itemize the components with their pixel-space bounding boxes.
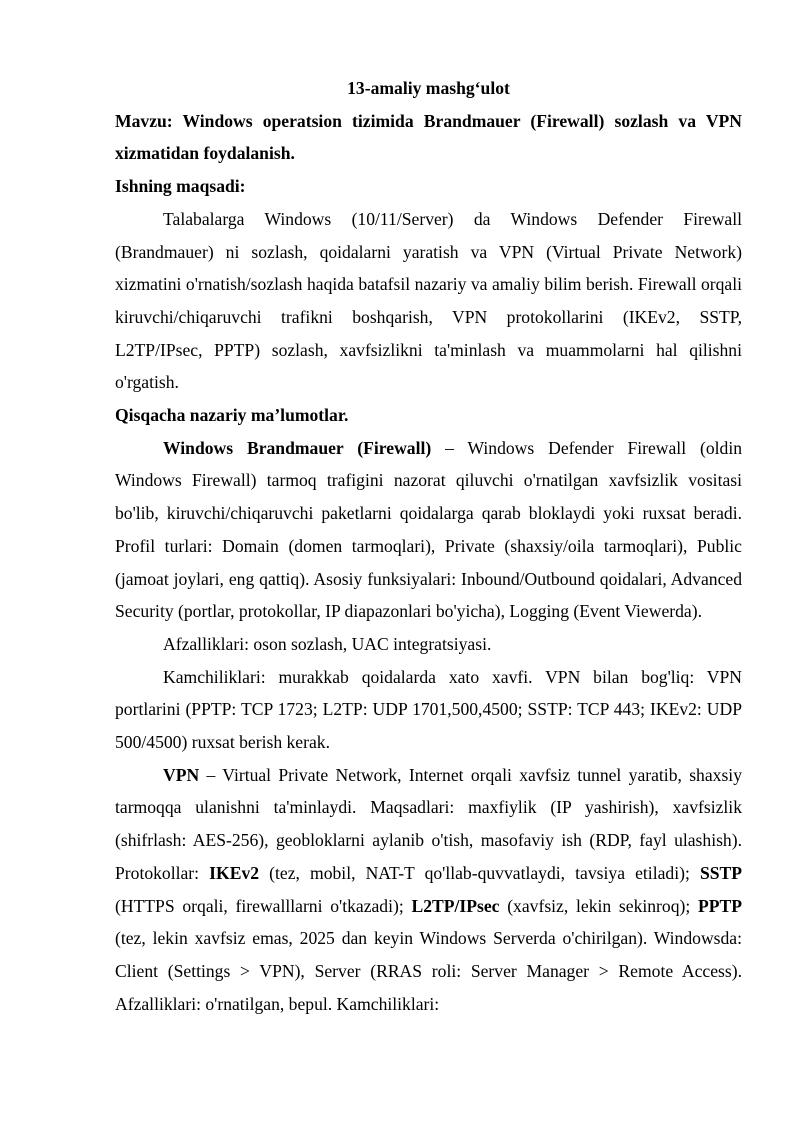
page-title: 13-amaliy mashg‘ulot: [347, 78, 510, 98]
firewall-text: – Windows Defender Firewall (oldin Windows Firewall) tarmoq trafigini nazorat qiluvchi o'rnatilgan xavfsizlik vositasi bo'lib, kiruvchi/chiqaruvchi paketlarni qoidalarga qarab bloklaydi yoki ruxsat beradi. Profil turlari: Domain (domen tarmoqlari), Private (shaxsiy/oila tarmoqlari), Public (jamoat joylari, eng qattiq). Asosiy funksiyalari: Inbound/Outbound qoidalari, Advanced Security (portlar, protokollar, IP diapazonlari bo'yicha), Logging (Event Viewerda).: [115, 437, 742, 622]
protocol-ikev2-desc: (tez, mobil, NAT-T qo'llab-quvvatlaydi, tavsiya etiladi);: [259, 862, 700, 883]
vpn-text: – Virtual Private Network, Internet orqali xavfsiz tunnel yaratib, shaxsiy tarmoqqa ulanishni ta'minlaydi. Maqsadlari: maxfiylik (IP yashirish), xavfsizlik (shifrlash: AES-256), geobloklarni aylanib o'tish, masofaviy ish (RDP, fayl ulashish). Protokollar:: [115, 764, 742, 883]
protocol-ikev2: IKEv2: [209, 862, 260, 883]
vpn-paragraph: [115, 759, 742, 1021]
document-body: [115, 72, 742, 1020]
protocol-sstp: SSTP: [699, 862, 743, 883]
protocol-pptp: PPTP: [698, 895, 742, 916]
protocol-sstp-desc: (HTTPS orqali, firewalllarni o'tkazadi);: [115, 895, 412, 916]
advantages-paragraph: Afzalliklari: oson sozlash, UAC integratsiyasi.: [163, 633, 492, 654]
topic-heading: Mavzu: Windows operatsion tizimida Brandmauer (Firewall) sozlash va VPN xizmatidan foydalanish.: [115, 110, 742, 164]
protocol-l2tp: L2TP/IPsec: [411, 895, 500, 916]
protocol-pptp-desc: (tez, lekin xavfsiz emas, 2025 dan keyin Windows Serverda o'chirilgan). Windowsda: Client (Settings > VPN), Server (RRAS roli: Server Manager > Remote Access). Afzalliklari: o'rnatilgan, bepul. Kamchiliklari:: [115, 928, 742, 1014]
firewall-term: Windows Brandmauer (Firewall): [163, 437, 432, 458]
disadvantages-paragraph: Kamchiliklari: murakkab qoidalarda xato xavfi. VPN bilan bog'liq: VPN portlarini (PPTP: TCP 1723; L2TP: UDP 1701,500,4500; SSTP: TCP 443; IKEv2: UDP 500/4500) ruxsat berish kerak.: [115, 666, 742, 753]
goal-heading: Ishning maqsadi:: [115, 176, 246, 197]
vpn-term: VPN: [163, 764, 200, 785]
protocol-l2tp-desc: (xavfsiz, lekin sekinroq);: [499, 895, 698, 916]
theory-heading: Qisqacha nazariy ma’lumotlar.: [115, 405, 349, 426]
firewall-paragraph: [115, 432, 742, 628]
goal-paragraph: Talabalarga Windows (10/11/Server) da Windows Defender Firewall (Brandmauer) ni sozlash, qoidalarni yaratish va VPN (Virtual Private Network) xizmatini o'rnatish/sozlash haqida batafsil nazariy va amaliy bilim berish. Firewall orqali kiruvchi/chiqaruvchi trafikni boshqarish, VPN protokollarini (IKEv2, SSTP, L2TP/IPsec, PPTP) sozlash, xavfsizlikni ta'minlash va muammolarni hal qilishni o'rgatish.: [115, 208, 742, 393]
